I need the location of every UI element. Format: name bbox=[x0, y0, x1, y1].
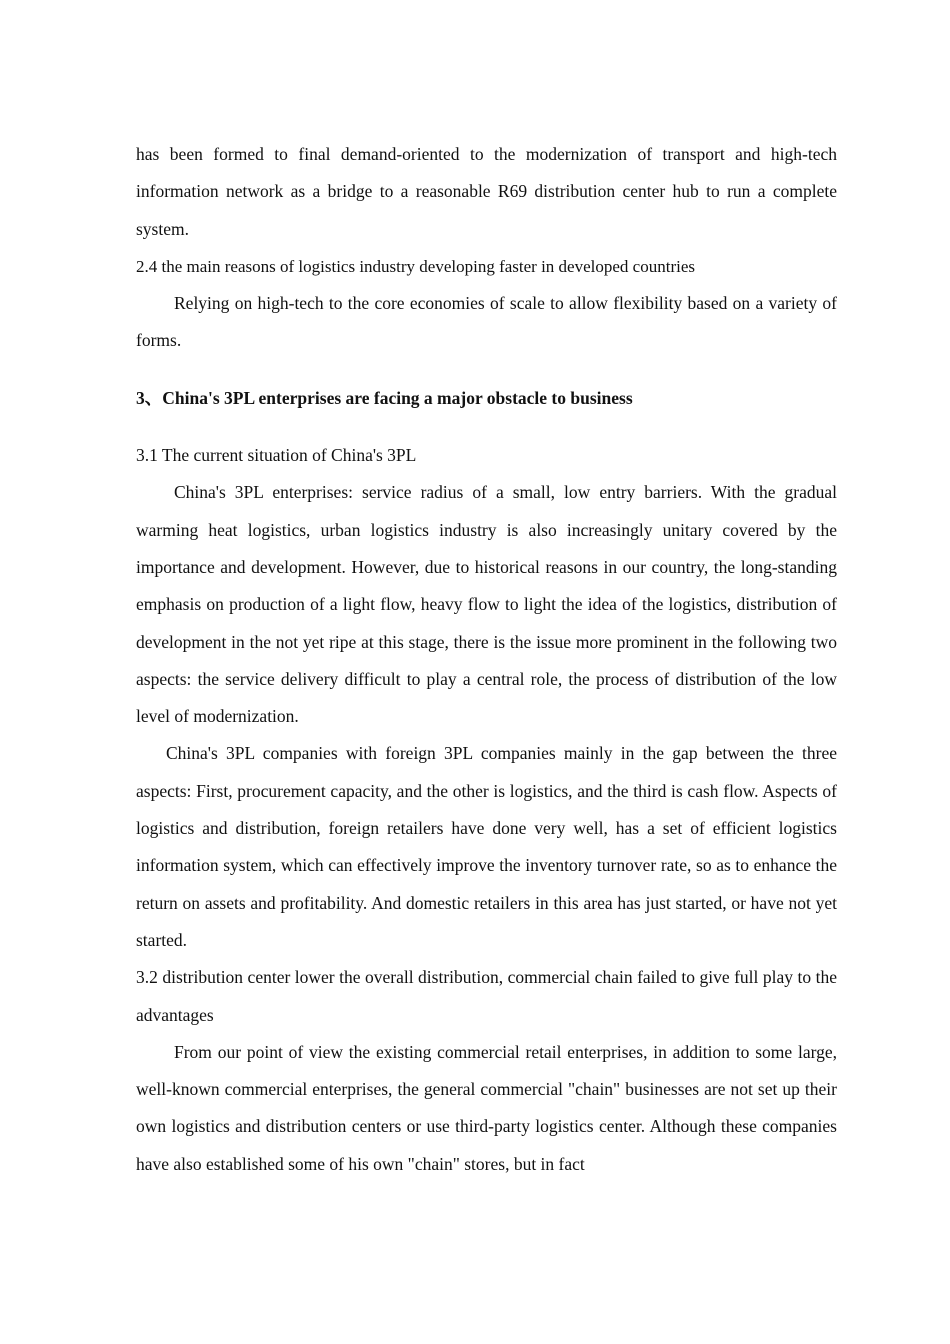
section-3-1-paragraph-1: China's 3PL enterprises: service radius of a small, low entry barriers. With the gradual warming heat logistics, urban logistics industry is also increasingly unitary covered by the importance and development. However, due to historical reasons in our country, the long-standing emphasis on production of a light flow, heavy flow to light the idea of the logistics, distribution of development in the not yet ripe at this stage, there is the issue more prominent in the following two aspects: the service delivery difficult to play a central role, the process of distribution of the low level of modernization. bbox=[136, 482, 837, 727]
section-3-1-paragraph-2: China's 3PL companies with foreign 3PL companies mainly in the gap between the three aspects: First, procurement capacity, and the other is logistics, and the third is cash flow. Aspects of logistics and distribution, foreign retailers have done very well, has a set of efficient logistics information system, which can effectively improve the inventory turnover rate, so as to enhance the return on assets and profitability. And domestic retailers in this area has just started, or have not yet started. bbox=[136, 743, 837, 950]
section-3-title: 3、China's 3PL enterprises are facing a major obstacle to business bbox=[136, 387, 633, 408]
section-2-4-body: Relying on high-tech to the core economies of scale to allow flexibility based on a variety of forms. bbox=[136, 293, 837, 351]
section-3-2-heading: 3.2 distribution center lower the overall distribution, commercial chain failed to give full play to the advantages bbox=[136, 967, 837, 1025]
document-page bbox=[136, 136, 837, 1183]
section-2-4-heading: 2.4 the main reasons of logistics industry developing faster in developed countries bbox=[136, 256, 695, 276]
section-3-1-heading: 3.1 The current situation of China's 3PL bbox=[136, 445, 417, 466]
continuation-paragraph: has been formed to final demand-oriented to the modernization of transport and high-tech information network as a bridge to a reasonable R69 distribution center hub to run a complete system. bbox=[136, 144, 837, 239]
section-3-2-paragraph-1: From our point of view the existing commercial retail enterprises, in addition to some large, well-known commercial enterprises, the general commercial "chain" businesses are not set up their own logistics and distribution centers or use third-party logistics center. Although these companies have also established some of his own "chain" stores, but in fact bbox=[136, 1041, 837, 1174]
